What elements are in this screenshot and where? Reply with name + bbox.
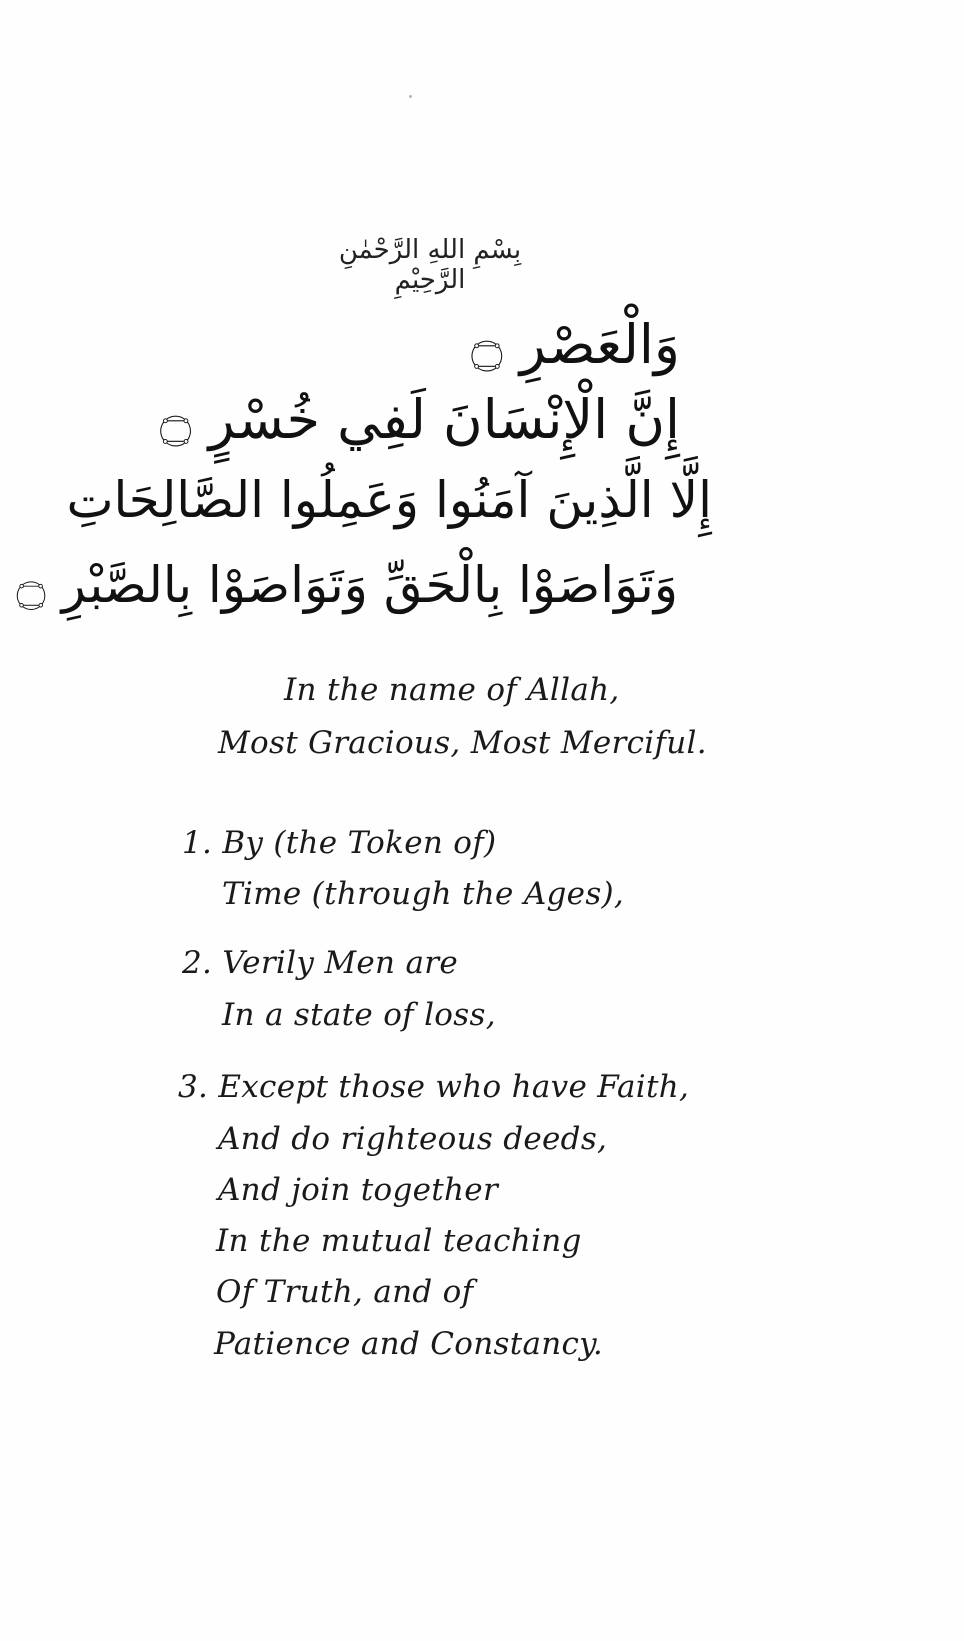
verse-3-line-5: Of Truth, and of xyxy=(216,1274,474,1310)
heading-line-1: In the name of Allah, xyxy=(284,672,620,708)
verse-3-line-1: 3. Except those who have Faith, xyxy=(178,1069,690,1105)
verse-3-line-6: Patience and Constancy. xyxy=(214,1326,604,1362)
heading-line-2: Most Gracious, Most Merciful. xyxy=(218,725,707,761)
verse-3-line-2: And do righteous deeds, xyxy=(218,1121,608,1157)
verse-2-line-2: In a state of loss, xyxy=(222,997,496,1033)
verse-1-line-2: Time (through the Ages), xyxy=(222,876,625,912)
verse-2-line-1: 2. Verily Men are xyxy=(182,945,458,981)
verse-3-line-4: In the mutual teaching xyxy=(216,1223,582,1259)
verse-1-line-1: 1. By (the Token of) xyxy=(182,825,497,861)
verse-3-line-3: And join together xyxy=(218,1172,499,1208)
bismillah-heading: بِسْمِ اللهِ الرَّحْمٰنِ الرَّحِيْمِ xyxy=(338,235,522,295)
arabic-verse-3: إِلَّا الَّذِينَ آمَنُوا وَعَمِلُوا الصَّالِحَاتِ xyxy=(66,471,712,529)
arabic-verse-1: وَالْعَصْرِ ۝ xyxy=(470,313,680,376)
speck-mark xyxy=(409,95,412,98)
arabic-verse-4: وَتَوَاصَوْا بِالْحَقِّ وَتَوَاصَوْا بِالصَّبْرِ ۝ xyxy=(16,556,678,614)
arabic-verse-2: إِنَّ الْإِنْسَانَ لَفِي خُسْرٍ ۝ xyxy=(159,388,680,451)
